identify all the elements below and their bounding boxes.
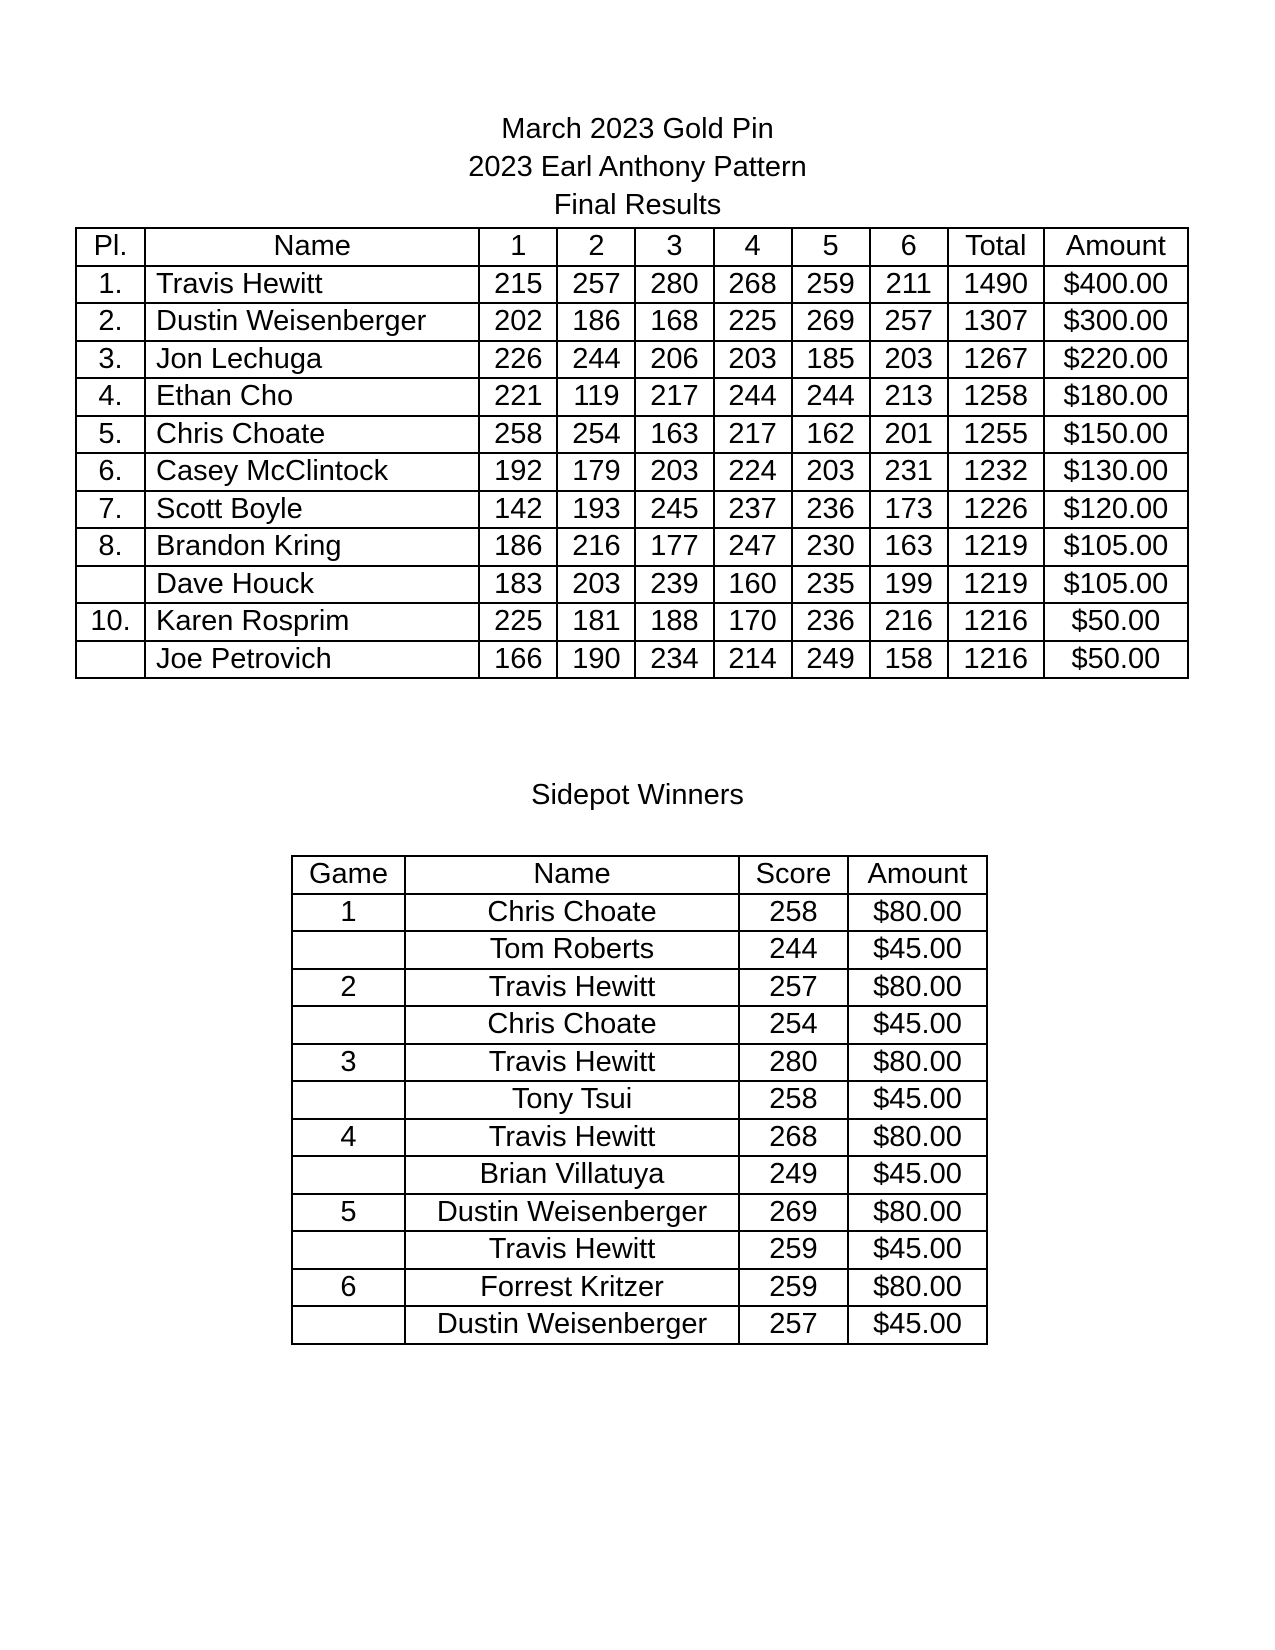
game-5-cell: 230 xyxy=(792,528,870,566)
page-title: March 2023 Gold Pin xyxy=(501,113,774,145)
game-1-cell: 142 xyxy=(479,491,557,529)
game-6-cell: 163 xyxy=(870,528,948,566)
name-cell: Chris Choate xyxy=(145,416,479,454)
sidepot-row xyxy=(292,1156,987,1194)
sidepot-row xyxy=(292,931,987,969)
col-header-game-4: 4 xyxy=(714,228,792,266)
game-1-cell: 215 xyxy=(479,266,557,304)
game-3-cell: 163 xyxy=(635,416,713,454)
sidepot-row xyxy=(292,1231,987,1269)
sidepot-row xyxy=(292,1194,987,1232)
game-cell xyxy=(292,1156,405,1194)
results-row xyxy=(76,303,1188,341)
game-2-cell: 186 xyxy=(557,303,635,341)
game-1-cell: 258 xyxy=(479,416,557,454)
game-6-cell: 199 xyxy=(870,566,948,604)
amount-cell: $300.00 xyxy=(1044,303,1188,341)
game-5-cell: 203 xyxy=(792,453,870,491)
game-5-cell: 269 xyxy=(792,303,870,341)
amount-cell: $80.00 xyxy=(848,1269,987,1307)
game-6-cell: 203 xyxy=(870,341,948,379)
game-cell: 3 xyxy=(292,1044,405,1082)
place-cell: 6. xyxy=(76,453,145,491)
game-4-cell: 217 xyxy=(714,416,792,454)
game-cell xyxy=(292,1006,405,1044)
name-cell: Karen Rosprim xyxy=(145,603,479,641)
score-cell: 280 xyxy=(739,1044,848,1082)
name-cell: Tom Roberts xyxy=(405,931,739,969)
game-2-cell: 193 xyxy=(557,491,635,529)
amount-cell: $80.00 xyxy=(848,1194,987,1232)
game-5-cell: 259 xyxy=(792,266,870,304)
total-cell: 1267 xyxy=(948,341,1044,379)
name-cell: Scott Boyle xyxy=(145,491,479,529)
score-cell: 258 xyxy=(739,1081,848,1119)
col-header-total: Total xyxy=(948,228,1044,266)
results-row xyxy=(76,528,1188,566)
name-cell: Travis Hewitt xyxy=(405,1044,739,1082)
results-heading: Final Results xyxy=(553,189,722,221)
game-4-cell: 244 xyxy=(714,378,792,416)
game-4-cell: 237 xyxy=(714,491,792,529)
game-2-cell: 203 xyxy=(557,566,635,604)
sidepot-row xyxy=(292,969,987,1007)
place-cell: 5. xyxy=(76,416,145,454)
game-3-cell: 245 xyxy=(635,491,713,529)
name-cell: Dustin Weisenberger xyxy=(405,1306,739,1344)
game-6-cell: 231 xyxy=(870,453,948,491)
sidepot-row xyxy=(292,1269,987,1307)
score-cell: 257 xyxy=(739,1306,848,1344)
amount-cell: $130.00 xyxy=(1044,453,1188,491)
total-cell: 1219 xyxy=(948,566,1044,604)
results-row xyxy=(76,378,1188,416)
place-cell xyxy=(76,566,145,604)
game-5-cell: 236 xyxy=(792,491,870,529)
game-3-cell: 234 xyxy=(635,641,713,679)
results-row xyxy=(76,491,1188,529)
col-header-game-5: 5 xyxy=(792,228,870,266)
name-cell: Travis Hewitt xyxy=(405,969,739,1007)
sidepot-row xyxy=(292,1119,987,1157)
place-cell xyxy=(76,641,145,679)
game-cell xyxy=(292,1081,405,1119)
results-row xyxy=(76,266,1188,304)
total-cell: 1226 xyxy=(948,491,1044,529)
game-2-cell: 179 xyxy=(557,453,635,491)
name-cell: Dustin Weisenberger xyxy=(145,303,479,341)
amount-cell: $220.00 xyxy=(1044,341,1188,379)
name-cell: Ethan Cho xyxy=(145,378,479,416)
col-header-name: Name xyxy=(405,856,739,894)
game-cell: 6 xyxy=(292,1269,405,1307)
place-cell: 8. xyxy=(76,528,145,566)
game-1-cell: 166 xyxy=(479,641,557,679)
game-1-cell: 225 xyxy=(479,603,557,641)
amount-cell: $80.00 xyxy=(848,1119,987,1157)
game-2-cell: 257 xyxy=(557,266,635,304)
game-5-cell: 162 xyxy=(792,416,870,454)
name-cell: Forrest Kritzer xyxy=(405,1269,739,1307)
col-header-game-1: 1 xyxy=(479,228,557,266)
game-1-cell: 192 xyxy=(479,453,557,491)
game-4-cell: 214 xyxy=(714,641,792,679)
place-cell: 1. xyxy=(76,266,145,304)
amount-cell: $105.00 xyxy=(1044,528,1188,566)
game-3-cell: 177 xyxy=(635,528,713,566)
col-header-name: Name xyxy=(145,228,479,266)
name-cell: Brandon Kring xyxy=(145,528,479,566)
name-cell: Dustin Weisenberger xyxy=(405,1194,739,1232)
game-3-cell: 239 xyxy=(635,566,713,604)
title-block xyxy=(0,110,1275,224)
game-5-cell: 185 xyxy=(792,341,870,379)
amount-cell: $105.00 xyxy=(1044,566,1188,604)
amount-cell: $80.00 xyxy=(848,894,987,932)
game-4-cell: 160 xyxy=(714,566,792,604)
game-6-cell: 257 xyxy=(870,303,948,341)
game-3-cell: 203 xyxy=(635,453,713,491)
score-cell: 259 xyxy=(739,1231,848,1269)
game-4-cell: 170 xyxy=(714,603,792,641)
game-2-cell: 119 xyxy=(557,378,635,416)
sidepot-row xyxy=(292,1306,987,1344)
total-cell: 1258 xyxy=(948,378,1044,416)
game-5-cell: 235 xyxy=(792,566,870,604)
amount-cell: $150.00 xyxy=(1044,416,1188,454)
total-cell: 1232 xyxy=(948,453,1044,491)
game-2-cell: 181 xyxy=(557,603,635,641)
col-header-game-3: 3 xyxy=(635,228,713,266)
score-cell: 244 xyxy=(739,931,848,969)
name-cell: Dave Houck xyxy=(145,566,479,604)
amount-cell: $45.00 xyxy=(848,1306,987,1344)
place-cell: 2. xyxy=(76,303,145,341)
game-4-cell: 203 xyxy=(714,341,792,379)
total-cell: 1490 xyxy=(948,266,1044,304)
sidepot-row xyxy=(292,1081,987,1119)
amount-cell: $45.00 xyxy=(848,1006,987,1044)
game-4-cell: 224 xyxy=(714,453,792,491)
place-cell: 3. xyxy=(76,341,145,379)
results-row xyxy=(76,341,1188,379)
name-cell: Chris Choate xyxy=(405,1006,739,1044)
place-cell: 7. xyxy=(76,491,145,529)
game-6-cell: 201 xyxy=(870,416,948,454)
sidepot-row xyxy=(292,1006,987,1044)
game-1-cell: 183 xyxy=(479,566,557,604)
total-cell: 1219 xyxy=(948,528,1044,566)
score-cell: 257 xyxy=(739,969,848,1007)
game-4-cell: 247 xyxy=(714,528,792,566)
total-cell: 1255 xyxy=(948,416,1044,454)
results-header-row xyxy=(76,228,1188,266)
sidepot-row xyxy=(292,1044,987,1082)
game-6-cell: 216 xyxy=(870,603,948,641)
game-5-cell: 244 xyxy=(792,378,870,416)
game-5-cell: 249 xyxy=(792,641,870,679)
total-cell: 1216 xyxy=(948,603,1044,641)
game-4-cell: 225 xyxy=(714,303,792,341)
name-cell: Joe Petrovich xyxy=(145,641,479,679)
col-header-game: Game xyxy=(292,856,405,894)
game-cell: 2 xyxy=(292,969,405,1007)
sidepot-heading: Sidepot Winners xyxy=(531,779,744,811)
game-cell xyxy=(292,1231,405,1269)
amount-cell: $80.00 xyxy=(848,969,987,1007)
results-row xyxy=(76,453,1188,491)
final-results-table xyxy=(75,227,1189,679)
game-2-cell: 216 xyxy=(557,528,635,566)
game-6-cell: 158 xyxy=(870,641,948,679)
col-header-score: Score xyxy=(739,856,848,894)
results-row xyxy=(76,416,1188,454)
game-1-cell: 226 xyxy=(479,341,557,379)
game-4-cell: 268 xyxy=(714,266,792,304)
game-1-cell: 221 xyxy=(479,378,557,416)
amount-cell: $50.00 xyxy=(1044,603,1188,641)
score-cell: 259 xyxy=(739,1269,848,1307)
game-6-cell: 173 xyxy=(870,491,948,529)
col-header-game-2: 2 xyxy=(557,228,635,266)
results-row xyxy=(76,641,1188,679)
name-cell: Jon Lechuga xyxy=(145,341,479,379)
amount-cell: $45.00 xyxy=(848,1081,987,1119)
name-cell: Casey McClintock xyxy=(145,453,479,491)
col-header-place: Pl. xyxy=(76,228,145,266)
col-header-amount: Amount xyxy=(848,856,987,894)
col-header-game-6: 6 xyxy=(870,228,948,266)
score-cell: 249 xyxy=(739,1156,848,1194)
score-cell: 258 xyxy=(739,894,848,932)
game-3-cell: 168 xyxy=(635,303,713,341)
game-cell xyxy=(292,931,405,969)
col-header-amount: Amount xyxy=(1044,228,1188,266)
game-cell: 1 xyxy=(292,894,405,932)
score-cell: 269 xyxy=(739,1194,848,1232)
amount-cell: $400.00 xyxy=(1044,266,1188,304)
game-2-cell: 190 xyxy=(557,641,635,679)
game-6-cell: 213 xyxy=(870,378,948,416)
amount-cell: $80.00 xyxy=(848,1044,987,1082)
game-1-cell: 186 xyxy=(479,528,557,566)
sidepot-row xyxy=(292,894,987,932)
game-3-cell: 206 xyxy=(635,341,713,379)
total-cell: 1307 xyxy=(948,303,1044,341)
name-cell: Tony Tsui xyxy=(405,1081,739,1119)
sidepot-winners-table xyxy=(291,855,988,1345)
amount-cell: $120.00 xyxy=(1044,491,1188,529)
name-cell: Travis Hewitt xyxy=(405,1231,739,1269)
score-cell: 268 xyxy=(739,1119,848,1157)
amount-cell: $50.00 xyxy=(1044,641,1188,679)
pattern-subtitle: 2023 Earl Anthony Pattern xyxy=(468,151,807,183)
name-cell: Chris Choate xyxy=(405,894,739,932)
amount-cell: $45.00 xyxy=(848,1156,987,1194)
name-cell: Travis Hewitt xyxy=(145,266,479,304)
name-cell: Travis Hewitt xyxy=(405,1119,739,1157)
name-cell: Brian Villatuya xyxy=(405,1156,739,1194)
game-cell xyxy=(292,1306,405,1344)
amount-cell: $45.00 xyxy=(848,931,987,969)
results-row xyxy=(76,603,1188,641)
total-cell: 1216 xyxy=(948,641,1044,679)
game-3-cell: 280 xyxy=(635,266,713,304)
game-1-cell: 202 xyxy=(479,303,557,341)
game-cell: 5 xyxy=(292,1194,405,1232)
game-6-cell: 211 xyxy=(870,266,948,304)
sidepot-header-row xyxy=(292,856,987,894)
game-2-cell: 254 xyxy=(557,416,635,454)
amount-cell: $45.00 xyxy=(848,1231,987,1269)
game-2-cell: 244 xyxy=(557,341,635,379)
game-5-cell: 236 xyxy=(792,603,870,641)
results-row xyxy=(76,566,1188,604)
place-cell: 4. xyxy=(76,378,145,416)
amount-cell: $180.00 xyxy=(1044,378,1188,416)
score-cell: 254 xyxy=(739,1006,848,1044)
game-3-cell: 188 xyxy=(635,603,713,641)
place-cell: 10. xyxy=(76,603,145,641)
game-cell: 4 xyxy=(292,1119,405,1157)
game-3-cell: 217 xyxy=(635,378,713,416)
